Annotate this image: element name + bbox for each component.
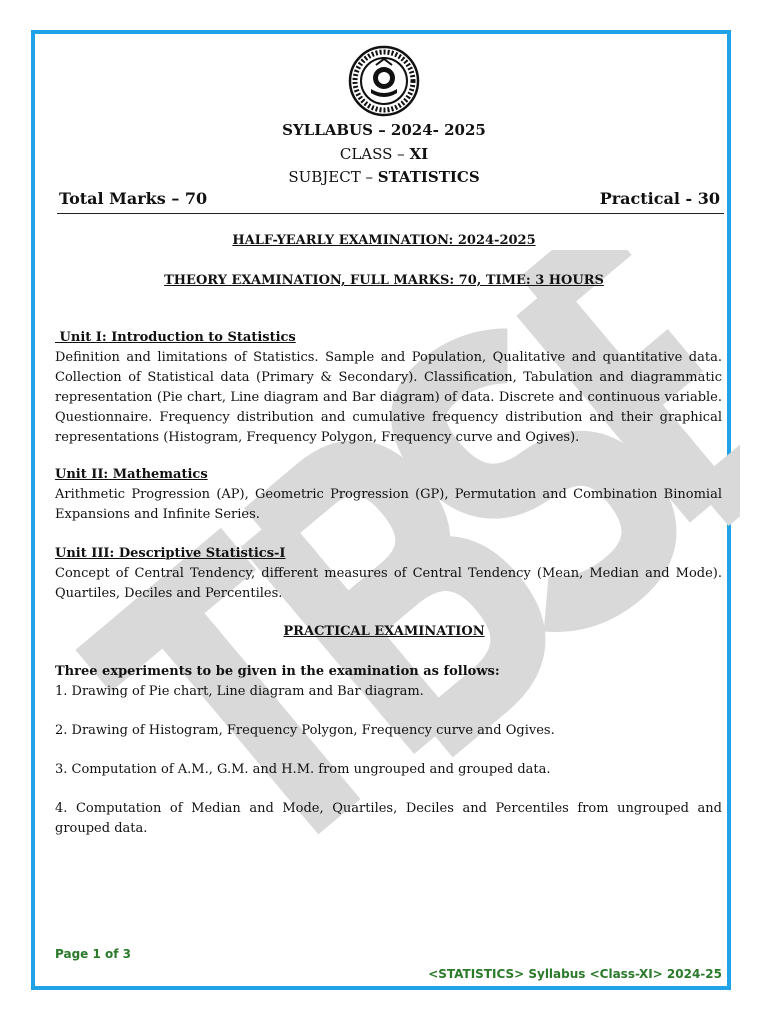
practical-heading: PRACTICAL EXAMINATION <box>283 624 485 639</box>
practical-marks: Practical - 30 <box>599 189 720 208</box>
unit-1-body: Definition and limitations of Statistics. Sample and Population, Qualitative and quantitative data. Collection of Statistical data (Primary & Secondary). Classification, Tabulation and diagrammatic representation (Pie chart, Line diagram and Bar diagram) of data. Discrete and continuous variable. Questionnaire. Frequency distribution and cumulative frequency distribution and their graphical representations (Histogram, Frequency Polygon, Frequency curve and Ogives). <box>55 350 722 445</box>
unit-1 <box>55 328 722 448</box>
half-yearly-heading: HALF-YEARLY EXAMINATION: 2024-2025 <box>232 233 536 248</box>
subject-line: SUBJECT – STATISTICS <box>288 168 480 186</box>
unit-3 <box>55 544 722 604</box>
practical-section <box>55 662 722 839</box>
syllabus-title: SYLLABUS – 2024- 2025 <box>282 121 486 139</box>
practical-item-4: 4. Computation of Median and Mode, Quartiles, Deciles and Percentiles from ungrouped and grouped data. <box>55 801 722 836</box>
practical-item-2: 2. Drawing of Histogram, Frequency Polygon, Frequency curve and Ogives. <box>55 723 555 738</box>
marks-row <box>57 189 724 214</box>
practical-item-1: 1. Drawing of Pie chart, Line diagram and Bar diagram. <box>55 684 424 699</box>
unit-1-title: Unit I: Introduction to Statistics <box>55 330 296 345</box>
practical-intro: Three experiments to be given in the examination as follows: <box>55 664 500 679</box>
unit-2-body: Arithmetic Progression (AP), Geometric Progression (GP), Permutation and Combination Binomial Expansions and Infinite Series. <box>55 487 722 522</box>
unit-3-body: Concept of Central Tendency, different measures of Central Tendency (Mean, Median and Mode). Quartiles, Deciles and Percentiles. <box>55 566 722 601</box>
unit-2 <box>55 465 722 525</box>
class-line: CLASS – XI <box>339 145 429 163</box>
footer-doc-title: <STATISTICS> Syllabus <Class-XI> 2024-25 <box>428 967 722 981</box>
unit-3-title: Unit III: Descriptive Statistics-I <box>55 546 286 561</box>
theory-heading: THEORY EXAMINATION, FULL MARKS: 70, TIME: 3 HOURS <box>164 273 604 288</box>
total-marks: Total Marks – 70 <box>59 189 208 208</box>
practical-item-3: 3. Computation of A.M., G.M. and H.M. from ungrouped and grouped data. <box>55 762 551 777</box>
unit-2-title: Unit II: Mathematics <box>55 467 208 482</box>
board-seal-logo <box>343 45 425 117</box>
page-number: Page 1 of 3 <box>55 947 131 961</box>
